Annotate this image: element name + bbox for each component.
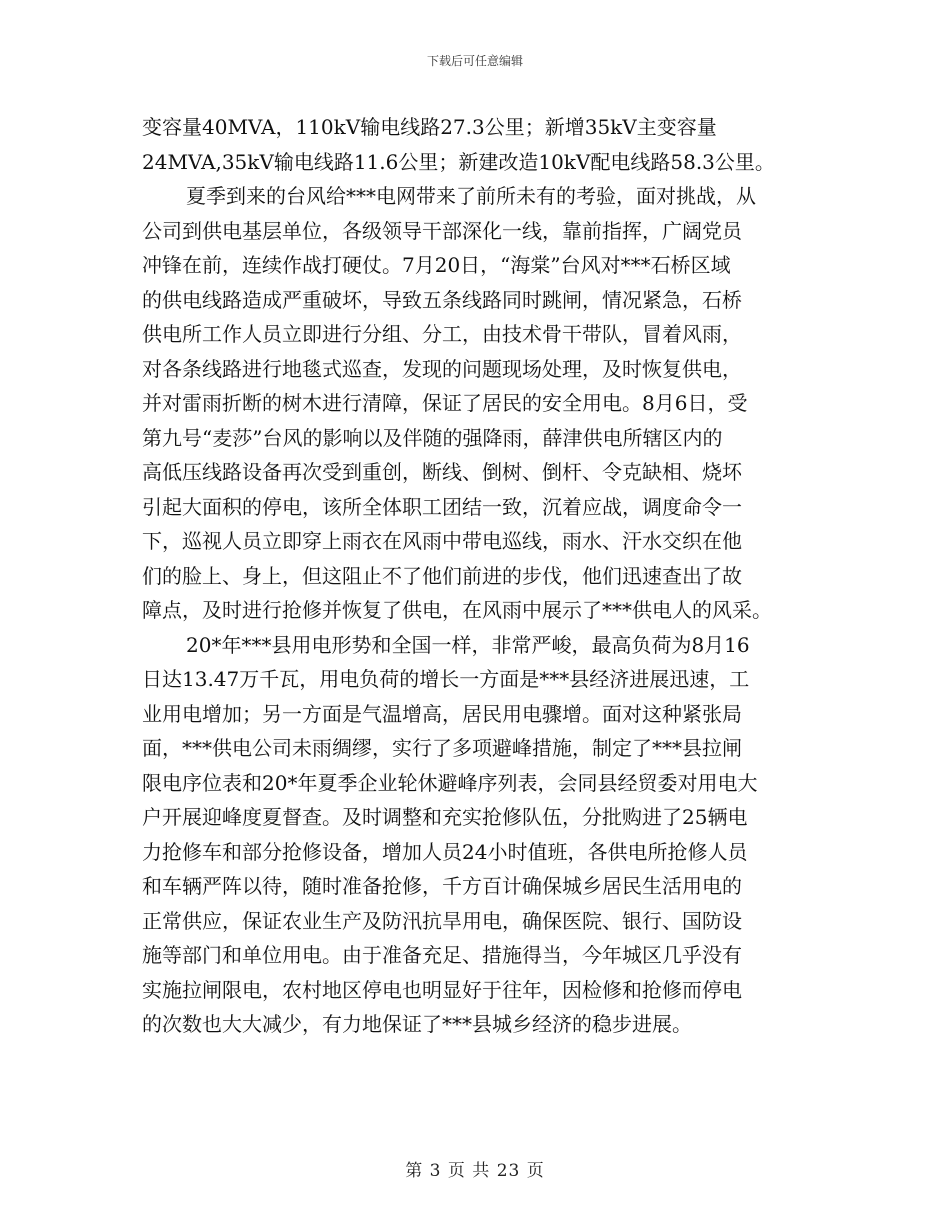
text-line: 公司到供电基层单位，各级领导干部深化一线，靠前指挥，广阔党员 (142, 218, 742, 243)
paragraph-start-line: 20*年***县用电形势和全国一样，非常严峻，最高负荷为8月16 (186, 632, 750, 657)
text-line: 下，巡视人员立即穿上雨衣在风雨中带电巡线，雨水、汗水交织在他 (142, 529, 742, 553)
text-line: 引起大面积的停电，该所全体职工团结一致，沉着应战，调度命令一 (142, 494, 742, 519)
header-note: 下载后可任意编辑 (426, 54, 523, 68)
text-line: 面，***供电公司未雨绸缪，实行了多项避峰措施，制定了***县拉闸 (142, 736, 742, 760)
text-line: 实施拉闸限电，农村地区停电也明显好于往年，因检修和抢修而停电 (142, 977, 742, 1002)
text-line: 变容量40MVA，110kV输电线路27.3公里；新增35kV主变容量 (142, 115, 717, 139)
page-number: 第 3 页 共 23 页 (405, 1161, 545, 1181)
text-line: 限电序位表和20*年夏季企业轮休避峰序列表，会同县经贸委对用电大 (142, 770, 758, 795)
text-line: 第九号“麦莎”台风的影响以及伴随的强降雨，薛津供电所辖区内的 (142, 425, 723, 450)
text-line: 冲锋在前，连续作战打硬仗。7月20日，“海棠”台风对***石桥区域 (142, 253, 731, 277)
text-line: 高低压线路设备再次受到重创，断线、倒树、倒杆、令克缺相、烧坏 (142, 460, 742, 484)
text-line: 日达13.47万千瓦，用电负荷的增长一方面是***县经济进展迅速，工 (142, 667, 750, 691)
text-line: 正常供应，保证农业生产及防汛抗旱用电，确保医院、银行、国防设 (142, 908, 742, 933)
text-line: 力抢修车和部分抢修设备，增加人员24小时值班，各供电所抢修人员 (142, 839, 748, 864)
text-line: 施等部门和单位用电。由于准备充足、措施得当，今年城区几乎没有 (142, 943, 742, 967)
text-line: 户开展迎峰度夏督查。及时调整和充实抢修队伍，分批购进了25辆电 (142, 805, 748, 829)
text-line: 障点，及时进行抢修并恢复了供电，在风雨中展示了***供电人的风采。 (142, 598, 772, 622)
text-line: 的供电线路造成严重破坏，导致五条线路同时跳闸，情况紧急，石桥 (142, 287, 742, 312)
paragraph-start-line: 夏季到来的台风给***电网带来了前所未有的考验，面对挑战，从 (186, 184, 756, 208)
text-line: 业用电增加；另一方面是气温增高，居民用电骤增。面对这种紧张局 (142, 701, 742, 726)
text-line: 供电所工作人员立即进行分组、分工，由技术骨干带队，冒着风雨， (142, 322, 742, 346)
text-line: 和车辆严阵以待，随时准备抢修，千方百计确保城乡居民生活用电的 (142, 874, 742, 898)
text-line: 并对雷雨折断的树木进行清障，保证了居民的安全用电。8月6日，受 (142, 391, 748, 415)
text-line: 们的脸上、身上，但这阻止不了他们前进的步伐，他们迅速查出了故 (142, 563, 742, 588)
document-body (142, 110, 822, 1042)
text-line: 对各条线路进行地毯式巡查，发现的问题现场处理，及时恢复供电， (142, 356, 742, 381)
text-line: 的次数也大大减少，有力地保证了***县城乡经济的稳步进展。 (142, 1012, 692, 1036)
text-line: 24MVA,35kV输电线路11.6公里；新建改造10kV配电线路58.3公里。 (142, 149, 775, 174)
